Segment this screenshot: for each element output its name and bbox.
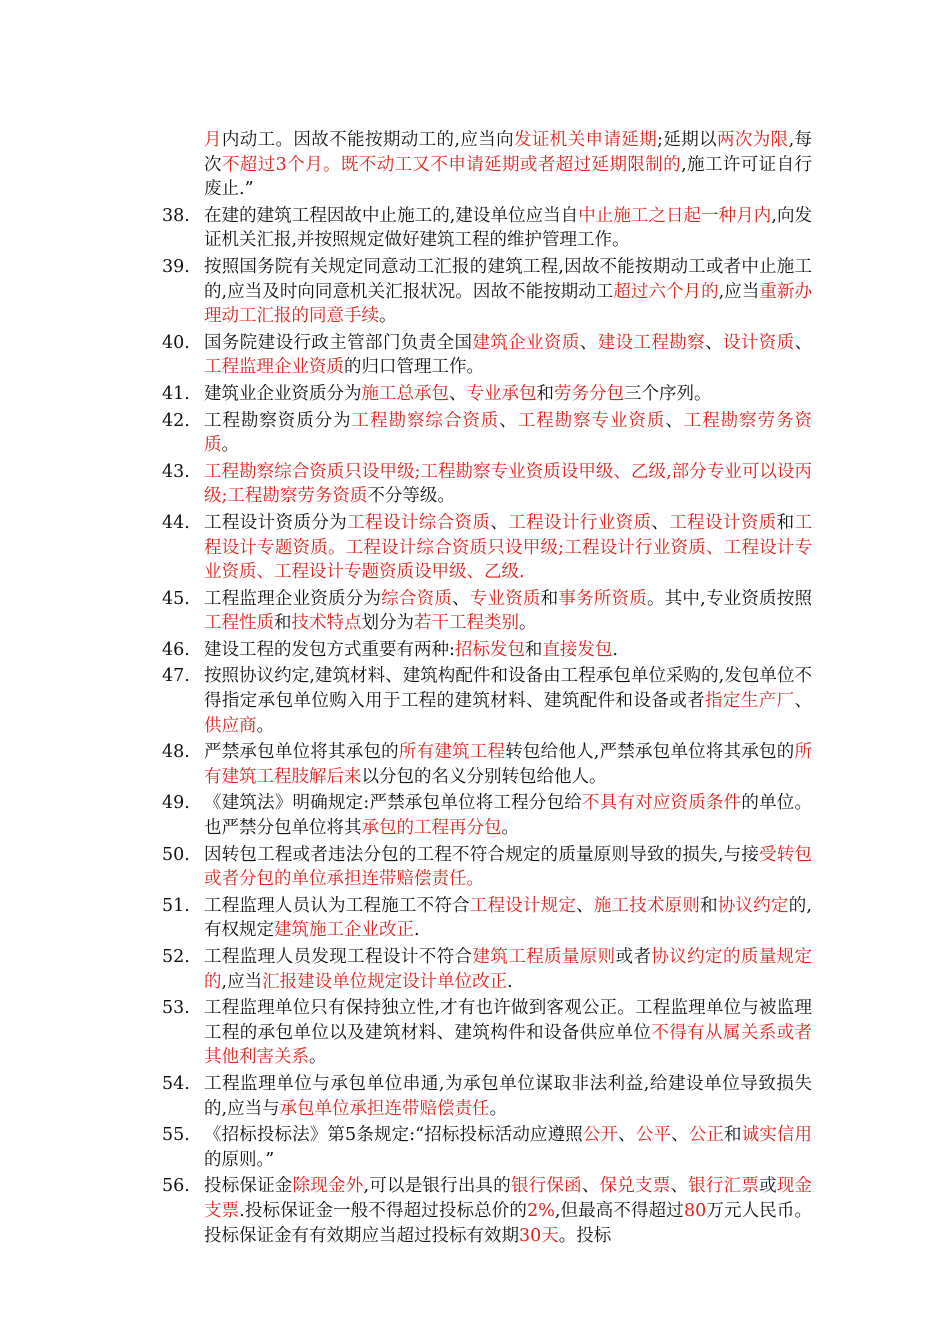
item-number: 53. [162, 998, 190, 1019]
list-item [162, 382, 812, 407]
body-text: 或者 [615, 947, 652, 967]
body-text: . [414, 920, 420, 941]
list-item [162, 1123, 812, 1172]
body-text: 的单位。也严禁分包单位将其 [204, 793, 813, 839]
list-item [162, 664, 812, 738]
list-item [162, 894, 812, 943]
highlighted-text: 超过六个月的 [613, 281, 719, 302]
item-text [204, 409, 812, 458]
highlighted-text: 月 [204, 130, 222, 150]
body-text: 。 [309, 1047, 327, 1068]
item-number: 52. [162, 947, 190, 967]
highlighted-text: 劳务分包 [554, 383, 624, 404]
item-number: 45. [162, 588, 190, 609]
body-text: 投标保证金 [204, 1176, 293, 1197]
list-item [162, 945, 812, 994]
body-text: 国务院建设行政主管部门负责全国 [204, 332, 473, 353]
highlighted-text: 公平 [635, 1125, 672, 1146]
body-text: 不分等级。 [367, 486, 455, 507]
body-text: 、 [499, 410, 518, 431]
highlighted-text: 工程设计资质 [669, 512, 777, 533]
body-text: 工程监理人员发现工程设计不符合 [204, 947, 473, 967]
list-item [162, 587, 812, 636]
body-text: 、 [671, 1125, 689, 1146]
body-text: 的原则。” [204, 1149, 275, 1170]
highlighted-text: 施工总承包 [361, 383, 449, 404]
item-text [204, 843, 812, 892]
body-text: 。投标 [558, 1225, 612, 1246]
body-text: 。 [501, 818, 519, 839]
highlighted-text: 承包的工程再分包 [361, 818, 502, 839]
item-text [204, 204, 812, 253]
body-text: 万元人民币。投标保证金有有效期应当超过投标有效期 [204, 1200, 813, 1246]
body-text: 转包给他人,严禁承包单位将其承包的 [505, 742, 795, 763]
highlighted-text: 建筑企业资质 [472, 332, 580, 353]
list-item [162, 204, 812, 253]
highlighted-text: 不得有从属关系或者其他利害关系 [204, 1022, 813, 1068]
continued-paragraph [162, 128, 812, 202]
numbered-list [162, 204, 812, 1248]
item-text [204, 1174, 812, 1248]
highlighted-text: 保兑支票 [599, 1176, 671, 1197]
body-text: 工程勘察资质分为 [204, 410, 352, 431]
highlighted-text: 建筑施工企业改正 [274, 920, 414, 941]
item-text [204, 1072, 812, 1121]
body-text: 、 [449, 383, 467, 404]
body-text: 《招标投标法》第5条规定:“招标投标活动应遵照 [204, 1125, 583, 1146]
item-number: 46. [162, 639, 190, 660]
item-number: 38. [162, 205, 190, 226]
item-text [204, 894, 812, 943]
body-text: ,应当 [718, 281, 760, 302]
body-text: 因转包工程或者违法分包的工程不符合规定的质量原则导致的损失,与接 [204, 844, 760, 865]
item-number: 39. [162, 256, 190, 277]
highlighted-text: 银行保函 [511, 1176, 582, 1197]
body-text: 划分为 [361, 613, 414, 634]
highlighted-text: 公开 [582, 1125, 619, 1146]
highlighted-text: 现金支票 [204, 1176, 812, 1221]
item-number: 48. [162, 742, 190, 763]
item-text [204, 587, 812, 636]
item-number: 54. [162, 1073, 190, 1094]
document-body [162, 128, 812, 1250]
body-text: 按照国务院有关规定同意动工汇报的建筑工程,因故不能按期动工或者中止施工的,应当及时向同意机关汇报状况。因故不能按期动工 [204, 256, 812, 302]
item-text [204, 996, 812, 1070]
body-text: 、 [794, 691, 813, 712]
body-text: 和 [524, 639, 543, 660]
list-item [162, 255, 812, 329]
item-text [204, 664, 812, 738]
list-item [162, 331, 812, 380]
body-text: 三个序列。 [624, 383, 712, 404]
highlighted-text: 工程勘察劳务资质 [204, 410, 812, 456]
body-text: . [612, 639, 618, 660]
item-number: 43. [162, 461, 190, 482]
list-item [162, 843, 812, 892]
highlighted-text: 诚实信用 [741, 1125, 813, 1146]
body-text: 以分包的名义分别转包给他人。 [361, 766, 607, 787]
highlighted-text: 专业资质 [469, 588, 541, 609]
body-text: 工程监理单位只有保持独立性,才有也许做到客观公正。工程监理单位与被监理工程的承包单位以及建筑材料、建筑构件和设备供应单位 [204, 998, 812, 1043]
list-item [162, 740, 812, 789]
highlighted-text: 协议约定的质量规定的 [204, 947, 813, 992]
highlighted-text: 专业承包 [466, 383, 537, 404]
highlighted-text: 直接发包 [542, 639, 613, 660]
highlighted-text: 工程勘察综合资质只设甲级;工程勘察专业资质设甲级、乙级,部分专业可以设丙级;工程勘察劳务资质 [204, 461, 812, 507]
body-text: ,可以是银行出具的 [363, 1176, 511, 1197]
highlighted-text: 两次为限 [717, 130, 789, 150]
list-item [162, 1174, 812, 1248]
body-text: 和 [536, 383, 554, 404]
body-text: 的,有权规定 [204, 895, 813, 941]
highlighted-text: 承包单位承担连带赔偿责任 [279, 1098, 490, 1119]
list-item [162, 460, 812, 509]
body-text: 、 [579, 332, 598, 353]
list-item [162, 1072, 812, 1121]
highlighted-text: 所有建筑工程 [398, 742, 506, 763]
highlighted-text: 2% [527, 1200, 555, 1221]
highlighted-text: 工程设计专题资质。工程设计综合资质只设甲级;工程设计行业资质、工程设计专业资质、工程设计专题资质设甲级、乙级. [204, 512, 813, 583]
body-text: 。 [519, 613, 537, 634]
body-text: 、 [670, 1176, 689, 1197]
item-number: 50. [162, 844, 190, 865]
body-text: ,但最高不得超过 [554, 1200, 684, 1221]
list-item [162, 409, 812, 458]
body-text: 或 [759, 1176, 777, 1197]
body-text: .投标保证金一般不得超过投标总价的 [239, 1200, 528, 1221]
highlighted-text: 工程勘察综合资质 [351, 410, 500, 431]
body-text: 。 [489, 1098, 508, 1119]
highlighted-text: 工程监理企业资质 [204, 357, 344, 378]
body-text: 工程监理单位与承包单位串通,为承包单位谋取非法利益,给建设单位导致损失的,应当与 [204, 1073, 812, 1119]
highlighted-text: 工程设计综合资质 [347, 512, 491, 533]
highlighted-text: 供应商 [204, 715, 257, 736]
list-item [162, 996, 812, 1070]
item-number: 55. [162, 1125, 190, 1146]
item-number: 47. [162, 666, 190, 687]
item-text [204, 791, 812, 840]
highlighted-text: 不超过3个月。既不动工又不申请延期或者超过延期限制的 [221, 154, 682, 175]
item-number: 42. [162, 410, 190, 431]
body-text: 、 [665, 410, 684, 431]
highlighted-text: 工程勘察专业资质 [517, 410, 666, 431]
highlighted-text: 若干工程类别 [414, 613, 519, 634]
body-text: 和 [540, 588, 559, 609]
highlighted-text: 所有建筑工程肢解后来 [204, 742, 812, 787]
body-text: 建筑业企业资质分为 [204, 383, 362, 404]
highlighted-text: 技术特点 [291, 613, 362, 634]
body-text: 内动工。因故不能按期动工的,应当向 [221, 130, 514, 150]
item-text [204, 740, 812, 789]
highlighted-text: 指定生产厂 [705, 691, 795, 712]
body-text: 、 [452, 588, 470, 609]
item-text [204, 945, 812, 994]
body-text: 工程设计资质分为 [204, 512, 348, 533]
highlighted-text: 设计资质 [722, 332, 795, 353]
body-text: 和 [700, 895, 718, 916]
highlighted-text: 招标发包 [454, 639, 525, 660]
body-text: 、 [794, 332, 813, 353]
highlighted-text: 银行汇票 [688, 1176, 760, 1197]
body-text: ,每次 [204, 130, 813, 175]
highlighted-text: 除现金外 [292, 1176, 364, 1197]
body-text: 和 [723, 1125, 742, 1146]
body-text: 的归口管理工作。 [344, 357, 484, 378]
body-text: 按照协议约定,建筑材料、建筑构配件和设备由工程承包单位采购的,发包单位不得指定承包单位购入用于工程的建筑材料、建筑配件和设备或者 [204, 666, 812, 712]
item-number: 56. [162, 1176, 190, 1197]
item-text [204, 331, 812, 380]
highlighted-text: 事务所资质 [558, 588, 647, 609]
body-text: 、 [490, 512, 509, 533]
body-text: ,应当 [221, 971, 263, 992]
item-text [204, 255, 812, 329]
highlighted-text: 综合资质 [381, 588, 453, 609]
body-text: 、 [651, 512, 670, 533]
highlighted-text: 80 [683, 1200, 707, 1221]
body-text: 。其中,专业资质按照 [646, 588, 812, 609]
item-number: 41. [162, 383, 190, 404]
body-text: . [507, 971, 513, 992]
body-text: 、 [705, 332, 723, 353]
item-text [204, 511, 812, 585]
body-text: ;延期以 [657, 130, 718, 150]
body-text: 、 [576, 895, 594, 916]
item-number: 40. [162, 332, 190, 353]
highlighted-text: 重新办理动工汇报的同意手续 [204, 281, 813, 327]
list-item [162, 511, 812, 585]
highlighted-text: 建设工程勘察 [597, 332, 706, 353]
body-text: 在建的建筑工程因故中止施工的,建设单位应当自 [204, 205, 579, 226]
body-text: 和 [776, 512, 795, 533]
body-text: 严禁承包单位将其承包的 [204, 742, 399, 763]
item-number: 49. [162, 793, 190, 814]
highlighted-text: 中止施工之日起一种月内 [578, 205, 772, 226]
highlighted-text: 不具有对应资质条件 [581, 793, 742, 814]
body-text: ,施工许可证自行废止.” [204, 154, 812, 200]
item-text [204, 1123, 812, 1172]
highlighted-text: 汇报建设单位规定设计单位改正 [262, 971, 508, 992]
item-number: 44. [162, 512, 190, 533]
highlighted-text: 30天 [519, 1225, 559, 1246]
body-text: 、 [581, 1176, 600, 1197]
body-text: 建设工程的发包方式重要有两种: [204, 639, 455, 660]
body-text: ,向发证机关汇报,并按照规定做好建筑工程的维护管理工作。 [204, 205, 812, 251]
item-text [204, 460, 812, 509]
item-text [204, 382, 812, 407]
body-text: 、 [618, 1125, 636, 1146]
highlighted-text: 建筑工程质量原则 [472, 947, 616, 967]
highlighted-text: 协议约定 [717, 895, 789, 916]
body-text: 工程监理人员认为工程施工不符合 [204, 895, 470, 916]
highlighted-text: 受转包或者分包的单位承担连带赔偿责任。 [204, 844, 812, 890]
list-item [162, 791, 812, 840]
body-text: 《建筑法》明确规定:严禁承包单位将工程分包给 [204, 793, 582, 814]
body-text: 。 [256, 715, 274, 736]
item-text [204, 638, 812, 663]
highlighted-text: 工程设计规定 [469, 895, 577, 916]
item-number: 51. [162, 895, 190, 916]
highlighted-text: 工程设计行业资质 [508, 512, 652, 533]
body-text: 和 [274, 613, 292, 634]
highlighted-text: 公正 [688, 1125, 724, 1146]
body-text: 工程监理企业资质分为 [204, 588, 382, 609]
body-text: 。 [221, 435, 239, 456]
highlighted-text: 施工技术原则 [593, 895, 701, 916]
highlighted-text: 工程性质 [204, 613, 274, 634]
highlighted-text: 发证机关申请延期 [514, 130, 658, 150]
list-item [162, 638, 812, 663]
body-text: 。 [379, 306, 397, 327]
